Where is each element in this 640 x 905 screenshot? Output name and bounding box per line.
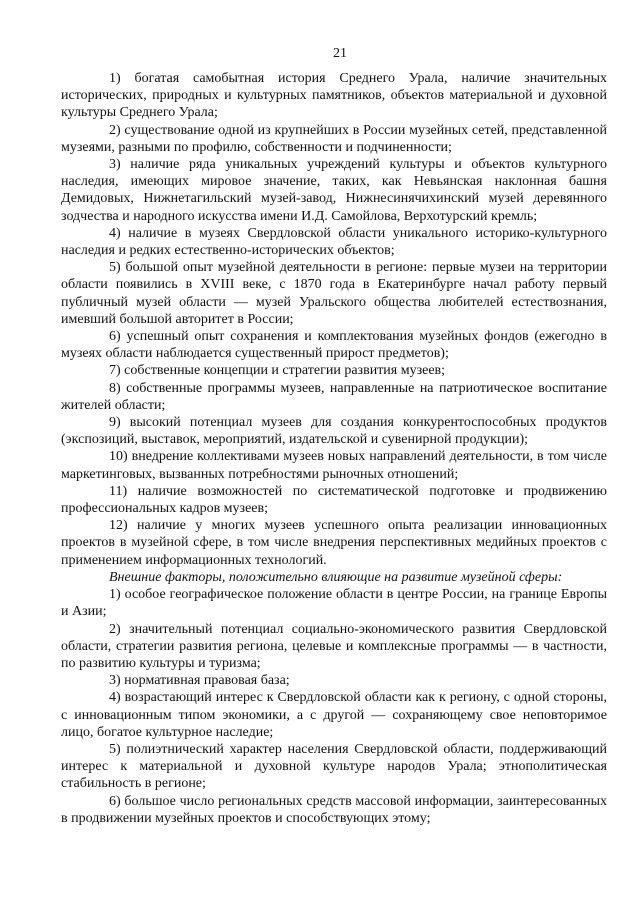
paragraph-internal-factor-11: 11) наличие возможностей по систематической подготовке и продвижению профессиональных кадров музеев; [61, 483, 607, 517]
paragraph-external-factor-3: 3) нормативная правовая база; [109, 673, 290, 689]
page-number: 21 [333, 46, 347, 61]
paragraph-internal-factor-4: 4) наличие в музеях Свердловской области уникального историко-культурного наследия и редких естественно-исторических объектов; [61, 225, 607, 259]
paragraph-internal-factor-10: 10) внедрение коллективами музеев новых направлений деятельности, в том числе маркетинговых, вызванных потребностями рыночных отношений; [61, 449, 607, 482]
paragraph-internal-factor-5: 5) большой опыт музейной деятельности в регионе: первые музеи на территории области появились в XVIII веке, с 1870 года в Екатеринбурге начал работу первый публичный музей области — музей Уральского общества любителей естествознания, имевший большой авторитет в России; [61, 260, 607, 327]
paragraph-external-factor-5: 5) полиэтнический характер населения Свердловской области, поддерживающий интерес к материальной и духовной культуре народов Урала; этнополитическая стабильность в регионе; [61, 741, 607, 792]
paragraph-external-factor-2: 2) значительный потенциал социально-экономического развития Свердловской области, стратегии развития региона, целевые и комплексные программы — в частности, по развитию культуры и туризма; [61, 621, 607, 671]
paragraph-internal-factor-7: 7) собственные концепции и стратегии развития музеев; [109, 363, 446, 379]
paragraph-external-factor-1: 1) особое географическое положение области в центре России, на границе Европы и Азии; [61, 587, 607, 620]
section-heading-external-factors: Внешние факторы, положительно влияющие на развитие музейной сферы: [109, 569, 563, 585]
paragraph-internal-factor-9: 9) высокий потенциал музеев для создания конкурентоспособных продуктов (экспозиций, выставок, мероприятий, издательской и сувенирной продукции); [61, 415, 607, 448]
paragraph-external-factor-6: 6) большое число региональных средств массовой информации, заинтересованных в продвижении музейных проектов и способствующих этому; [61, 793, 607, 826]
paragraph-internal-factor-6: 6) успешный опыт сохранения и комплектования музейных фондов (ежегодно в музеях области наблюдается существенный прирост предметов); [61, 329, 607, 362]
paragraph-internal-factor-3: 3) наличие ряда уникальных учреждений культуры и объектов культурного наследия, имеющих мировое значение, таких, как Невьянская наклонная башня Демидовых, Нижнетагильский музей-завод, Нижнесинячихинский музей деревянного зодчества и народного искусства имени И.Д. Самойлова, Верхотурский кремль; [61, 157, 607, 224]
paragraph-internal-factor-8: 8) собственные программы музеев, направленные на патриотическое воспитание жителей области; [61, 380, 607, 413]
document-body [61, 70, 607, 827]
paragraph-internal-factor-1: 1) богатая самобытная история Среднего Урала, наличие значительных исторических, природных и культурных памятников, объектов материальной и духовной культуры Среднего Урала; [61, 71, 607, 121]
paragraph-external-factor-4: 4) возрастающий интерес к Свердловской области как к региону, с одной стороны, с инновационным типом экономики, а с другой — сохраняющему свое неповторимое лицо, богатое культурное наследие; [61, 690, 607, 740]
paragraph-internal-factor-2: 2) существование одной из крупнейших в России музейных сетей, представленной музеями, разными по профилю, собственности и подчиненности; [61, 122, 607, 155]
paragraph-internal-factor-12: 12) наличие у многих музеев успешного опыта реализации инновационных проектов в музейной сфере, в том числе внедрения перспективных медийных проектов с применением информационных технологий. [61, 518, 607, 568]
